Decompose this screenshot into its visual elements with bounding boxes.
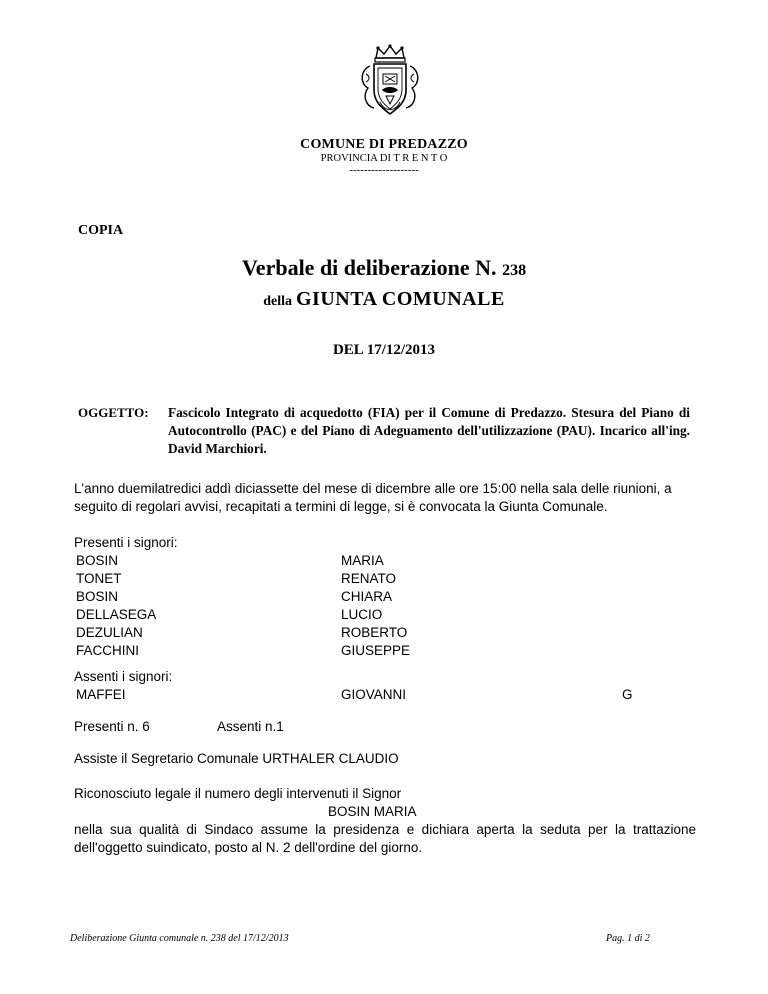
present-surname: FACCHINI: [76, 643, 140, 658]
title-prefix: Verbale di deliberazione N.: [241, 255, 497, 280]
deliberation-number: 238: [502, 262, 527, 279]
document-subtitle: [0, 288, 768, 311]
municipality-name: COMUNE DI PREDAZZO: [300, 137, 468, 152]
absent-label: Assenti i signori:: [74, 669, 173, 684]
header-divider: -------------------: [349, 164, 419, 176]
secretary-line: Assiste il Segretario Comunale URTHALER CLAUDIO: [74, 751, 399, 766]
present-surname: BOSIN: [76, 589, 119, 604]
present-firstname: GIUSEPPE: [341, 643, 411, 658]
present-surname: DELLASEGA: [76, 607, 157, 622]
present-firstname: LUCIO: [341, 607, 383, 622]
subject-label: OGGETTO:: [78, 405, 149, 420]
absent-count: Assenti n.1: [217, 719, 284, 734]
session-opening-text: nella sua qualità di Sindaco assume la presidenza e dichiara aperta la seduta per la trattazione dell'oggetto suindicato, posto al N. 2 dell'ordine del giorno.: [74, 822, 696, 855]
president-name: BOSIN MARIA: [328, 804, 417, 819]
present-firstname: CHIARA: [341, 589, 393, 604]
absent-surname: MAFFEI: [76, 687, 126, 702]
present-surname: DEZULIAN: [76, 625, 143, 640]
subject-text: Fascicolo Integrato di acquedotto (FIA) per il Comune di Predazzo. Stesura del Piano di Autocontrollo (PAC) e del Piano di Adeguamento dell'utilizzazione (PAU). Incarico all'ing. David Marchiori.: [168, 405, 690, 456]
present-surname: BOSIN: [76, 553, 119, 568]
intro-paragraph: L'anno duemilatredici addì diciassette del mese di dicembre alle ore 15:00 nella sala delle riunioni, a seguito di regolari avvisi, recapitati a termini di legge, si è convocata la Giunta Comunale.: [74, 481, 672, 514]
page-number: Pag. 1 di 2: [606, 933, 650, 944]
absent-firstname: GIOVANNI: [341, 687, 407, 702]
meeting-date: DEL 17/12/2013: [332, 342, 436, 358]
present-firstname: ROBERTO: [341, 625, 408, 640]
present-firstname: RENATO: [341, 571, 397, 586]
footer-document-ref: Deliberazione Giunta comunale n. 238 del 17/12/2013: [70, 933, 289, 944]
present-count: Presenti n. 6: [74, 719, 150, 734]
copy-label: COPIA: [78, 223, 124, 238]
present-surname: TONET: [76, 571, 122, 586]
present-firstname: MARIA: [341, 553, 384, 568]
present-label: Presenti i signori:: [74, 535, 178, 550]
document-title: [0, 255, 768, 281]
subtitle-body: GIUNTA COMUNALE: [295, 288, 505, 310]
quorum-line: Riconosciuto legale il numero degli intervenuti il Signor: [74, 786, 402, 801]
subtitle-della: della: [263, 294, 292, 309]
absent-justification: G: [622, 687, 633, 702]
province-name: PROVINCIA DI T R E N T O: [320, 153, 448, 164]
municipal-crest-icon: [356, 44, 424, 118]
